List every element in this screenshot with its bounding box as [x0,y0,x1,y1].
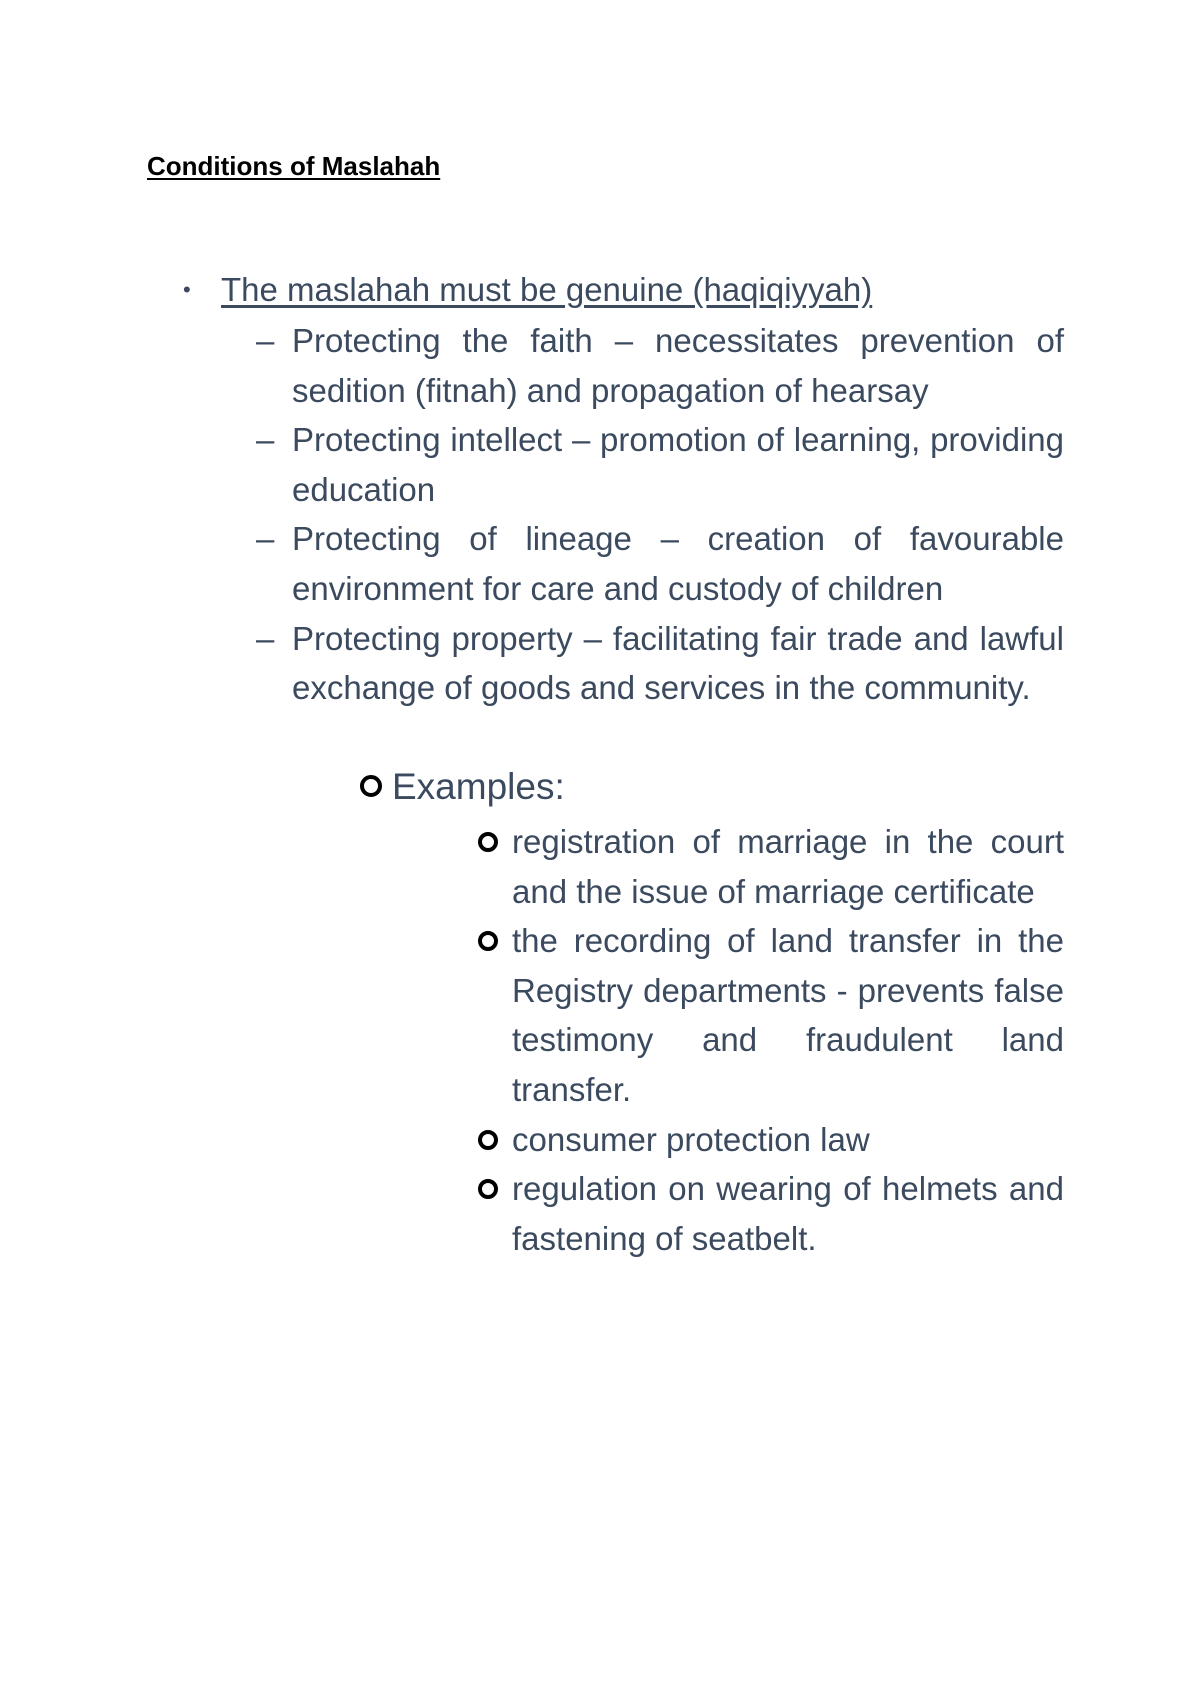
sub-point-text: Protecting property – facilitating fair trade and lawful exchange of goods and services in the community. [292,619,1064,707]
example-text: the recording of land transfer in the Registry departments - prevents false testimony and fraudulent land transfer. [512,922,1064,1108]
sub-point-list [256,316,1064,713]
example-item [478,916,1064,1114]
hollow-circle-bullet-icon [478,931,498,951]
sub-point-text: Protecting the faith – necessitates prevention of sedition (fitnah) and propagation of hearsay [292,322,1064,409]
example-item [478,1115,1064,1165]
sub-point-text: Protecting of lineage – creation of favourable environment for care and custody of children [292,520,1064,607]
hollow-circle-bullet-icon [360,775,382,797]
sub-point-intellect [256,415,1064,514]
page-title: Conditions of Maslahah [147,151,441,181]
dash-icon: – [256,619,275,657]
bullet-icon: • [183,277,191,302]
examples-heading [360,762,565,812]
dash-icon: – [256,421,275,459]
examples-heading-text: Examples: [392,766,565,807]
hollow-circle-bullet-icon [478,832,498,852]
example-text: regulation on wearing of helmets and fastening of seatbelt. [512,1170,1064,1257]
sub-point-faith [256,316,1064,415]
dash-icon: – [256,520,275,558]
example-text: consumer protection law [512,1120,870,1158]
main-point-text: The maslahah must be genuine (haqiqiyyah) [221,271,873,308]
sub-point-text: Protecting intellect – promotion of learning, providing education [292,421,1064,508]
hollow-circle-bullet-icon [478,1179,498,1199]
example-text: registration of marriage in the court and the issue of marriage certificate [512,823,1064,910]
example-item [478,817,1064,916]
examples-list [478,817,1064,1263]
sub-point-property [256,614,1064,713]
hollow-circle-bullet-icon [478,1130,498,1150]
example-item [478,1164,1064,1263]
sub-point-lineage [256,514,1064,613]
dash-icon: – [256,322,275,359]
